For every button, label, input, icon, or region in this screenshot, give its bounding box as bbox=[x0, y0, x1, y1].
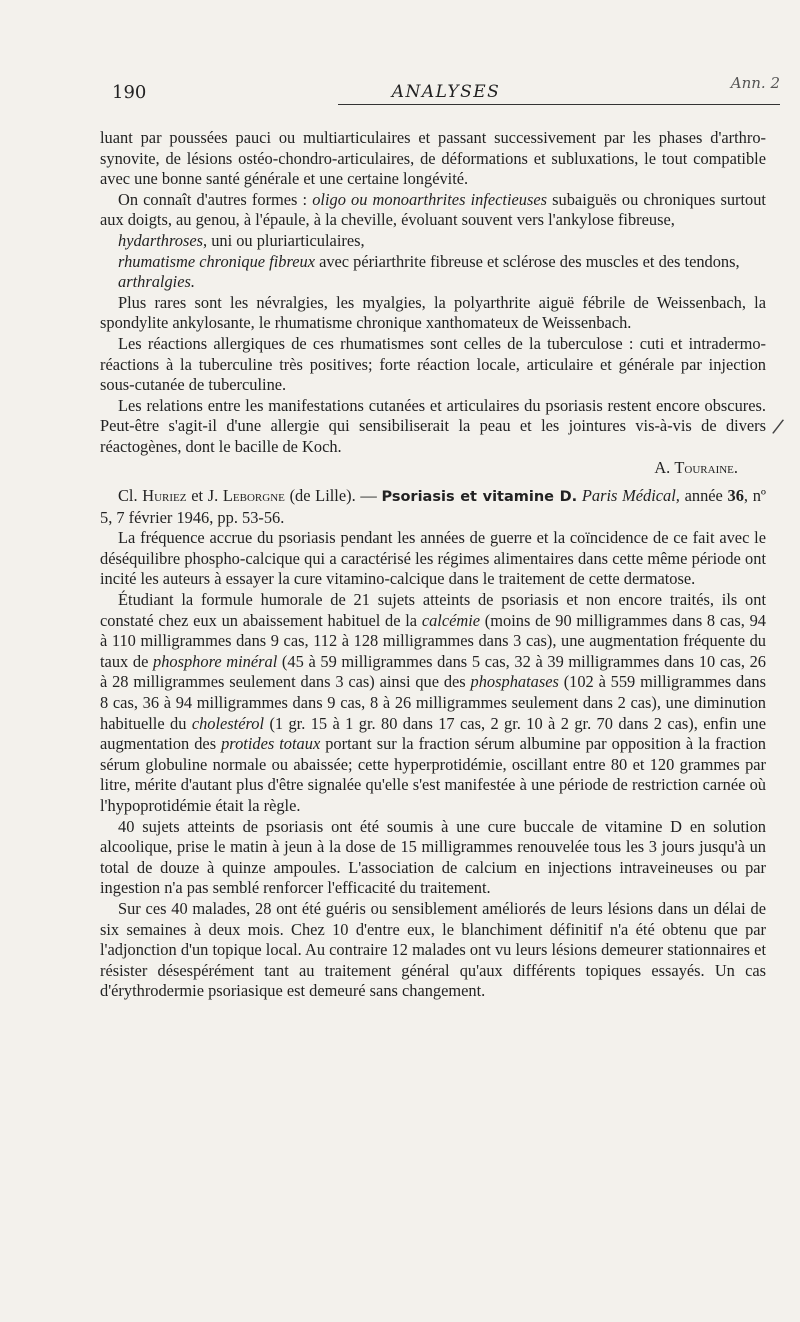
page-number: 190 bbox=[112, 82, 147, 103]
review-rheumatism-psoriasis bbox=[100, 128, 766, 478]
paragraph bbox=[100, 272, 766, 293]
volume-number: 36 bbox=[727, 486, 744, 506]
paragraph: Plus rares sont les névralgies, les myalgies, la polyarthrite aiguë fébrile de Weissenbach, la spondylite ankylosante, le rhumatisme chronique xanthomateux de Weissenbach. bbox=[100, 292, 766, 333]
journal-name: Paris Médical, bbox=[581, 486, 680, 506]
review-psoriasis-vitamin-d bbox=[100, 486, 766, 1002]
paragraph: On connaît d'autres formes : oligo ou monoarthrites infectieuses subaiguës ou chroniques surtout aux doigts, au genou, à l'épaule, à la cheville, évoluant souvent vers l'ankylose fibreuse, bbox=[100, 189, 766, 230]
italic-term: calcémie bbox=[421, 610, 481, 630]
italic-term: protides totaux bbox=[221, 734, 321, 754]
author-name: Huriez bbox=[142, 486, 187, 506]
running-title: ANALYSES bbox=[391, 82, 501, 102]
margin-pencil-mark: / bbox=[771, 413, 786, 439]
paragraph: Les relations entre les manifestations cutanées et articulaires du psoriasis restent encore obscures. Peut-être s'agit-il d'une allergie qui sensibiliserait la peau et les jointures vis-à-vis de divers réactogènes, dont le bacille de Koch. bbox=[100, 395, 766, 456]
reviewer-signature: A. Touraine. bbox=[654, 457, 738, 477]
page-header bbox=[112, 74, 780, 108]
paragraph: 40 sujets atteints de psoriasis ont été soumis à une cure buccale de vitamine D en solution alcoolique, prise le matin à jeun à la dose de 15 milligrammes renouvelée tous les 3 jours jusqu'à un total de douze à quinze ampoules. L'association de calcium en injections intraveineuses ou par ingestion n'a pas semblé renforcer l'efficacité du traitement. bbox=[100, 816, 766, 898]
citation-header: Cl. Huriez et J. Leborgne (de Lille). — Psoriasis et vitamine D. Paris Médical, année 36, nº 5, 7 février 1946, pp. 53-56. bbox=[100, 486, 766, 527]
paragraph: rhumatisme chronique fibreux avec périarthrite fibreuse et sclérose des muscles et des tendons, bbox=[118, 251, 740, 271]
paragraph: luant par poussées pauci ou multiarticulaires et passant successivement par les phases d'arthro-synovite, de lésions ostéo-chondro-articulaires, de déformations et subluxations, le tout compatible avec une bonne santé générale et une certaine longévité. bbox=[100, 128, 766, 189]
paragraph: Étudiant la formule humorale de 21 sujets atteints de psoriasis et non encore traités, ils ont constaté chez eux un abaissement habituel de la calcémie (moins de 90 milligrammes dans 8 cas, 94 à 110 milligrammes dans 9 cas, 112 à 128 milligrammes dans 3 cas), une augmentation fréquente du taux de phosphore minéral (45 à 59 milligrammes dans 5 cas, 32 à 39 milligrammes dans 10 cas, 26 à 28 milligrammes seulement dans 3 cas) ainsi que des phosphatases (102 à 559 milligrammes dans 8 cas, 36 à 94 milligrammes dans 9 cas, 8 à 26 milligrammes seulement dans 2 cas), une diminution habituelle du cholestérol (1 gr. 15 à 1 gr. 80 dans 17 cas, 2 gr. 10 à 2 gr. 70 dans 2 cas), enfin une augmentation des protides totaux portant sur la fraction sérum albumine par opposition à la fraction sérum globuline normale ou abaissée; cette hyperprotidémie, oscillant entre 80 et 120 grammes par litre, mérite d'autant plus d'être signalée qu'elle s'est manifestée à une période de restriction carnée où l'hypoprotidémie était la règle. bbox=[100, 590, 767, 815]
paragraph: hydarthroses, uni ou pluriarticulaires, bbox=[118, 230, 365, 250]
italic-term: phosphore minéral bbox=[153, 651, 278, 671]
annals-label: Ann. 2 bbox=[730, 74, 780, 92]
italic-term: oligo ou monoarthrites infectieuses bbox=[312, 189, 548, 209]
italic-term: arthralgies. bbox=[118, 272, 195, 292]
italic-term: rhumatisme chronique fibreux bbox=[118, 251, 315, 271]
header-rule bbox=[338, 104, 780, 105]
italic-term: hydarthroses bbox=[118, 230, 203, 250]
paragraph: Les réactions allergiques de ces rhumatismes sont celles de la tuberculose : cuti et intradermo-réactions à la tuberculine très positives; forte réaction locale, articulaire et générale par injection sous-cutanée de tuberculine. bbox=[100, 333, 766, 395]
italic-term: phosphatases bbox=[470, 672, 559, 692]
paragraph: La fréquence accrue du psoriasis pendant les années de guerre et la coïncidence de ce fait avec le déséquilibre phospho-calcique qui a caractérisé les régimes alimentaires dans cette même période ont incité les auteurs à essayer la cure vitamino-calcique dans le traitement de cette dermatose. bbox=[100, 528, 766, 589]
author-name: Leborgne bbox=[222, 486, 285, 506]
italic-term: cholestérol bbox=[191, 713, 265, 733]
page-body bbox=[100, 128, 766, 1002]
paragraph: Sur ces 40 malades, 28 ont été guéris ou sensiblement améliorés de leurs lésions dans un délai de six semaines à deux mois. Chez 10 d'entre eux, le blanchiment définitif n'a été obtenu que par l'adjonction d'un topique local. Au contraire 12 malades ont vu leurs lésions demeurer stationnaires et résister désespérément tant au traitement général qu'aux différents topiques essayés. Un cas d'érythrodermie psoriasique est demeuré sans changement. bbox=[100, 898, 766, 1001]
article-title: Psoriasis et vitamine D. bbox=[381, 489, 578, 506]
